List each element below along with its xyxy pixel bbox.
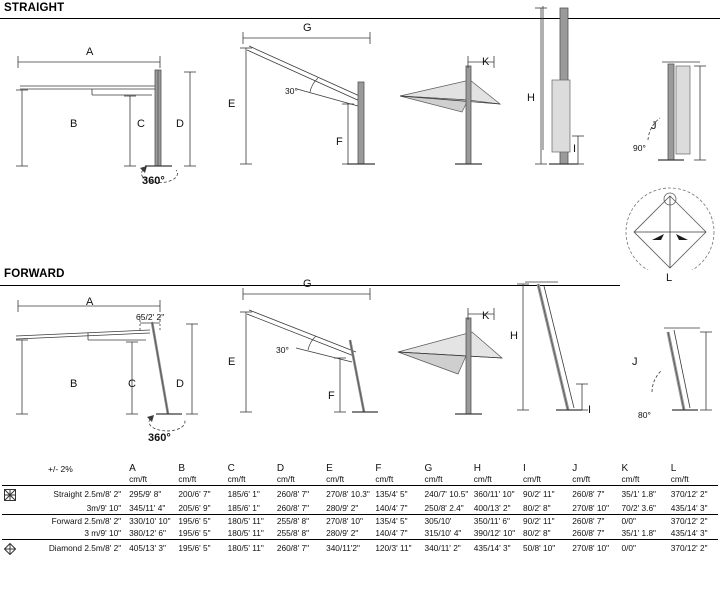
col-unit-e: cm/ft (326, 474, 345, 484)
col-unit-c: cm/ft (227, 474, 246, 484)
square-grid-icon (2, 486, 23, 503)
cell: 435/14' 3" (670, 528, 708, 538)
forward-label-k: K (482, 310, 490, 322)
col-unit-j: cm/ft (572, 474, 591, 484)
cell: 315/10' 4" (424, 528, 462, 538)
cell: 370/12' 2" (669, 540, 718, 557)
section-title-forward: FORWARD (4, 268, 65, 280)
straight-label-k: K (482, 56, 490, 68)
forward-label-j: J (632, 356, 638, 368)
col-unit-d: cm/ft (276, 474, 295, 484)
row-label: Forward 2.5m/8' 2" (23, 515, 128, 528)
forward-drawings (0, 278, 720, 458)
cell: 330/10' 10" (127, 515, 176, 528)
cell: 295/9' 8" (127, 486, 176, 503)
cell: 200/6' 7" (176, 486, 225, 503)
cell: 0/0" (619, 540, 668, 557)
cell: 260/8' 7" (570, 515, 619, 528)
cell: 135/4' 5" (373, 486, 422, 503)
cell: 280/9' 2" (326, 528, 359, 538)
forward-label-b: B (70, 378, 78, 390)
cell: 260/8' 7" (572, 528, 605, 538)
cell: 405/13' 3" (127, 540, 176, 557)
row-label: 3 m/9' 10" (84, 528, 122, 538)
forward-label-h: H (510, 330, 518, 342)
cell: 255/8' 8" (276, 528, 310, 538)
table-header-units (2, 474, 718, 486)
col-unit-h: cm/ft (473, 474, 492, 484)
cell: 340/11' 2" (423, 540, 472, 557)
row-label: 3m/9' 10" (86, 503, 122, 513)
col-unit-i: cm/ft (523, 474, 541, 484)
col-letter-f: F (375, 463, 382, 474)
forward-label-f: F (328, 390, 335, 402)
col-unit-b: cm/ft (178, 474, 197, 484)
table-row (2, 486, 718, 503)
cell: 0/0" (619, 515, 668, 528)
col-unit-k: cm/ft (621, 474, 640, 484)
cell: 140/4' 7" (375, 503, 408, 513)
cell: 120/3' 11" (373, 540, 422, 557)
cell: 135/4' 5" (373, 515, 422, 528)
cell: 270/8' 10.3" (324, 486, 373, 503)
col-letter-h: H (473, 463, 482, 474)
cell: 70/2' 3.6" (621, 503, 657, 513)
cell: 35/1' 1.8" (621, 528, 657, 538)
cell: 400/13' 2" (473, 503, 511, 513)
cell: 370/12' 2" (669, 515, 718, 528)
cell: 90/2' 11" (521, 515, 570, 528)
tolerance-note: +/- 2% (48, 464, 73, 474)
forward-label-angle-30: 30° (276, 345, 289, 355)
forward-label-offset: 65/2' 2" (136, 312, 165, 322)
cell: 50/8' 10" (521, 540, 570, 557)
col-letter-k: K (621, 463, 629, 474)
straight-label-d: D (176, 118, 184, 130)
cell: 80/2' 8" (523, 528, 551, 538)
col-letter-c: C (227, 463, 235, 474)
forward-label-g: G (303, 278, 312, 290)
table-row (2, 502, 718, 515)
col-letter-j: J (572, 463, 578, 474)
cell: 350/11' 6" (472, 515, 521, 528)
forward-label-a: A (86, 296, 94, 308)
cell: 255/8' 8" (275, 515, 324, 528)
cell: 340/11'2" (324, 540, 373, 557)
forward-label-i: I (588, 404, 592, 416)
table-row (2, 540, 718, 557)
cell: 370/12' 2" (669, 486, 718, 503)
straight-label-b: B (70, 118, 78, 130)
forward-label-e: E (228, 356, 236, 368)
straight-label-f: F (336, 136, 343, 148)
cell: 35/1' 1.8" (619, 486, 668, 503)
cell: 185/6' 1" (226, 486, 275, 503)
col-unit-a: cm/ft (129, 474, 148, 484)
cell: 180/5' 11" (227, 528, 264, 538)
straight-label-h: H (527, 92, 535, 104)
cell: 390/12' 10" (473, 528, 516, 538)
forward-label-rotation: 360° (148, 432, 171, 444)
table-row (2, 515, 718, 528)
row-label: Diamond 2.5m/8' 2" (23, 540, 128, 557)
straight-label-a: A (86, 46, 94, 58)
cell: 195/6' 5" (176, 515, 225, 528)
diamond-icon (2, 540, 23, 557)
col-unit-l: cm/ft (670, 474, 689, 484)
forward-label-d: D (176, 378, 184, 390)
straight-label-l: L (666, 272, 673, 284)
section-title-straight: STRAIGHT (4, 2, 65, 14)
row-label: Straight 2.5m/8' 2" (23, 486, 128, 503)
cell: 180/5' 11" (226, 515, 275, 528)
col-letter-g: G (424, 463, 433, 474)
cell: 140/4' 7" (375, 528, 408, 538)
cell: 270/8' 10" (324, 515, 373, 528)
col-unit-f: cm/ft (375, 474, 394, 484)
cell: 180/5' 11" (226, 540, 275, 557)
straight-label-i: I (573, 143, 577, 155)
forward-label-angle-80: 80° (638, 410, 651, 420)
cell: 240/7' 10.5" (423, 486, 472, 503)
cell: 90/2' 11" (521, 486, 570, 503)
straight-label-rotation: 360° (142, 175, 165, 187)
straight-label-e: E (228, 98, 236, 110)
cell: 185/6' 1" (227, 503, 260, 513)
cell: 305/10' (423, 515, 472, 528)
cell: 270/8' 10" (570, 540, 619, 557)
col-letter-e: E (326, 463, 333, 474)
cell: 80/2' 8" (523, 503, 551, 513)
cell: 260/8' 7" (570, 486, 619, 503)
cell: 260/8' 7" (275, 486, 324, 503)
forward-label-c: C (128, 378, 136, 390)
straight-label-angle-30: 30° (285, 86, 298, 96)
cell: 260/8' 7" (276, 503, 310, 513)
cell: 435/14' 3" (670, 503, 708, 513)
table-row (2, 527, 718, 540)
cell: 260/8' 7" (275, 540, 324, 557)
straight-drawings (0, 0, 720, 270)
cell: 195/6' 5" (176, 540, 225, 557)
cell: 380/12' 6" (129, 528, 166, 538)
straight-label-angle-90: 90° (633, 143, 646, 153)
straight-label-g: G (303, 22, 312, 34)
table-header-letters (2, 462, 718, 474)
dimensions-table (2, 462, 718, 556)
straight-label-c: C (137, 118, 145, 130)
col-letter-d: D (276, 463, 285, 474)
cell: 435/14' 3" (472, 540, 521, 557)
col-letter-i: I (523, 463, 526, 474)
straight-label-j: J (651, 120, 657, 132)
col-letter-b: B (178, 463, 186, 474)
cell: 345/11' 4" (129, 503, 166, 513)
cell: 250/8' 2.4" (424, 503, 464, 513)
col-unit-g: cm/ft (424, 474, 443, 484)
cell: 280/9' 2" (326, 503, 359, 513)
cell: 205/6' 9" (178, 503, 211, 513)
cell: 195/6' 5" (178, 528, 211, 538)
cell: 270/8' 10" (572, 503, 610, 513)
col-letter-l: L (670, 463, 677, 474)
col-letter-a: A (129, 463, 136, 474)
cell: 360/11' 10" (472, 486, 521, 503)
